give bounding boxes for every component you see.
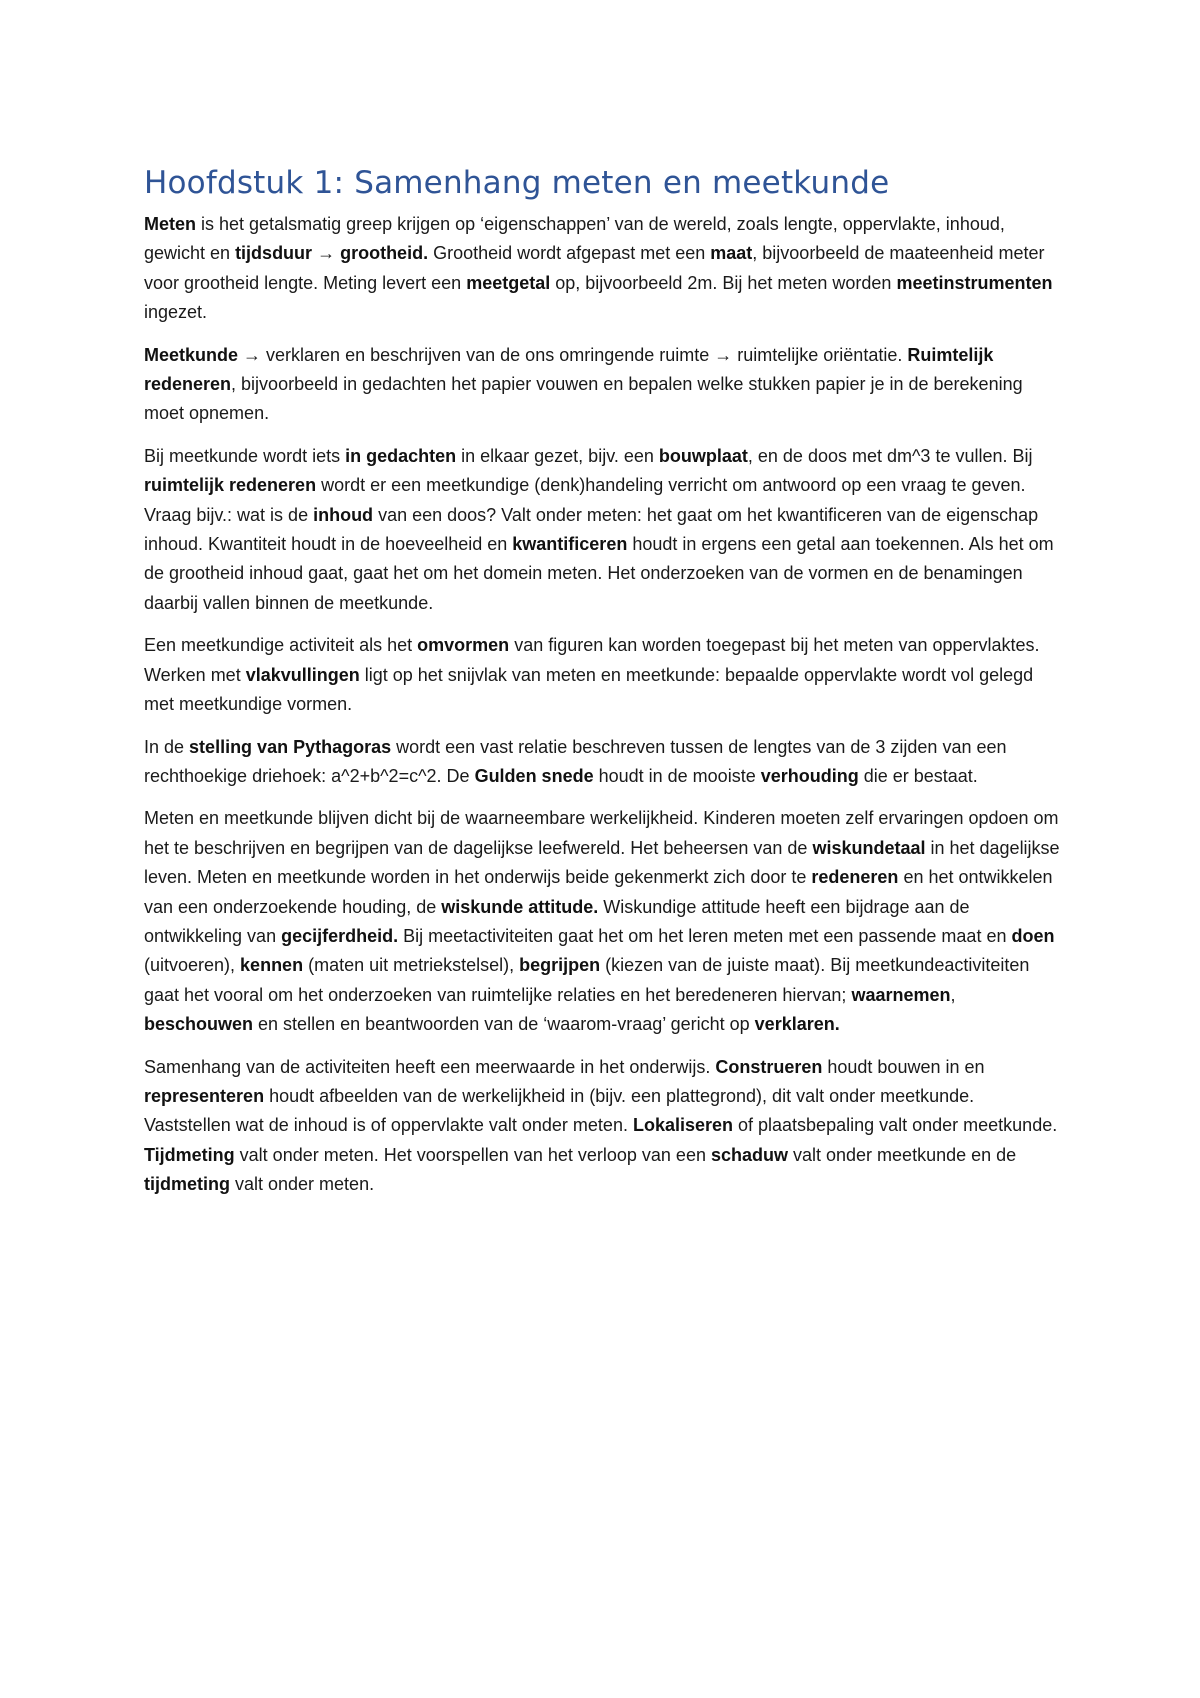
text-run: en het ontwikkelen van een onderzoekende houding, de <box>144 867 1053 917</box>
bold-term: verklaren. <box>754 1014 840 1035</box>
text-run: → <box>312 243 341 264</box>
text-run: houdt afbeelden van de werkelijkheid in (bijv. een plattegrond), dit valt onder meetkunde. Vaststellen wat de inhoud is of oppervlakte valt onder meten. <box>144 1085 975 1136</box>
bold-term: Gulden snede <box>474 765 594 786</box>
text-run: houdt in ergens een getal aan toekennen. Als het om de grootheid inhoud gaat, gaat het om het domein meten. Het onderzoeken van de vormen en de benamingen daarbij vallen binnen de meetkunde. <box>144 534 1054 613</box>
bold-term: in gedachten <box>345 445 457 466</box>
bold-term: tijdsduur <box>235 243 313 264</box>
text-run: , <box>950 984 956 1005</box>
text-run: Wiskundige attitude heeft een bijdrage aan de ontwikkeling van <box>144 896 970 946</box>
text-run: wordt een vast relatie beschreven tussen de lengtes van de 3 zijden van een rechthoekige driehoek: a^2+b^2=c^2. De <box>144 736 1007 786</box>
bold-term: kwantificeren <box>512 534 628 555</box>
text-run: valt onder meetkunde en de <box>788 1144 1017 1165</box>
bold-term: Meten <box>144 214 197 234</box>
text-run: in het dagelijkse leven. Meten en meetkunde worden in het onderwijs beide gekenmerkt zich door te <box>144 837 1060 888</box>
paragraph <box>144 804 1064 1039</box>
text-run: (maten uit metriekstelsel), <box>303 955 520 976</box>
text-run: , en de doos met dm^3 te vullen. Bij <box>747 445 1033 466</box>
text-run: ingezet. <box>144 302 208 323</box>
text-run: valt onder meten. Het voorspellen van het verloop van een <box>234 1144 711 1165</box>
paragraph-list <box>144 210 1064 1200</box>
bold-term: Tijdmeting <box>144 1144 235 1165</box>
bold-term: maat <box>710 243 753 264</box>
bold-term: doen <box>1011 925 1055 946</box>
paragraph <box>144 341 1064 429</box>
text-run: is het getalsmatig greep krijgen op ‘eigenschappen’ van de wereld, zoals lengte, oppervlakte, inhoud, gewicht en <box>144 214 1005 264</box>
bold-term: stelling van Pythagoras <box>189 736 392 757</box>
text-run: In de <box>144 736 190 757</box>
paragraph <box>144 733 1064 792</box>
bold-term: meetgetal <box>466 272 551 293</box>
text-run: → verklaren en beschrijven van de ons omringende ruimte → ruimtelijke oriëntatie. <box>238 344 908 365</box>
bold-term: verhouding <box>760 765 859 786</box>
paragraph <box>144 631 1064 719</box>
text-run: Meten en meetkunde blijven dicht bij de waarneembare werkelijkheid. Kinderen moeten zelf ervaringen opdoen om het te beschrijven en begrijpen van de dagelijkse leefwereld. Het beheersen van de <box>144 808 1059 858</box>
text-run: valt onder meten. <box>230 1174 375 1195</box>
text-run: Bij meetactiviteiten gaat het om het leren meten met een passende maat en <box>398 925 1012 946</box>
bold-term: begrijpen <box>519 955 601 976</box>
bold-term: bouwplaat <box>658 445 748 466</box>
bold-term: ruimtelijk redeneren <box>144 475 317 496</box>
text-run: van een doos? Valt onder meten: het gaat om het kwantificeren van de eigenschap inhoud. Kwantiteit houdt in de hoeveelheid en <box>144 504 1039 555</box>
text-run: , bijvoorbeeld in gedachten het papier vouwen en bepalen welke stukken papier je in de berekening moet opnemen. <box>144 374 1023 424</box>
bold-term: redeneren <box>811 867 899 888</box>
text-run: op, bijvoorbeeld 2m. Bij het meten worden <box>550 272 897 293</box>
text-run: houdt in de mooiste <box>593 765 761 786</box>
text-run: wordt er een meetkundige (denk)handeling verricht om antwoord op een vraag te geven. Vraag bijv.: wat is de <box>144 475 1026 525</box>
bold-term: inhoud <box>313 504 374 525</box>
text-run: Een meetkundige activiteit als het <box>144 635 418 656</box>
text-run: houdt bouwen in en <box>822 1056 985 1077</box>
bold-term: Lokaliseren <box>632 1115 733 1136</box>
text-run: (uitvoeren), <box>144 955 241 976</box>
bold-term: schaduw <box>710 1144 788 1165</box>
bold-term: meetinstrumenten <box>896 272 1053 293</box>
text-run: van figuren kan worden toegepast bij het meten van oppervlaktes. Werken met <box>144 635 1040 685</box>
text-run: Grootheid wordt afgepast met een <box>428 243 711 264</box>
paragraph <box>144 1053 1064 1200</box>
text-run: Samenhang van de activiteiten heeft een meerwaarde in het onderwijs. <box>144 1056 716 1077</box>
text-run: die er bestaat. <box>858 765 978 786</box>
bold-term: Ruimtelijk redeneren <box>144 344 994 395</box>
bold-term: omvormen <box>417 635 510 656</box>
text-run: , bijvoorbeeld de maateenheid meter voor grootheid lengte. Meting levert een <box>144 243 1045 293</box>
text-run: of plaatsbepaling valt onder meetkunde. <box>733 1115 1058 1136</box>
paragraph <box>144 442 1064 618</box>
text-run: ligt op het snijvlak van meten en meetkunde: bepaalde oppervlakte wordt vol gelegd met meetkundige vormen. <box>144 664 1034 715</box>
bold-term: vlakvullingen <box>245 664 360 685</box>
text-run: Bij meetkunde wordt iets <box>144 445 346 466</box>
bold-term: gecijferdheid. <box>281 925 399 946</box>
bold-term: representeren <box>144 1085 265 1106</box>
bold-term: wiskunde attitude. <box>441 896 599 917</box>
text-run: (kiezen van de juiste maat). Bij meetkundeactiviteiten gaat het vooral om het onderzoeken van ruimtelijke relaties en het beredeneren hiervan; <box>144 955 1030 1005</box>
bold-term: Construeren <box>715 1056 823 1077</box>
bold-term: tijdmeting <box>144 1174 230 1195</box>
text-run: en stellen en beantwoorden van de ‘waarom-vraag’ gericht op <box>253 1014 755 1035</box>
bold-term: kennen <box>240 955 304 976</box>
chapter-heading: Hoofdstuk 1: Samenhang meten en meetkunde <box>144 165 890 201</box>
bold-term: wiskundetaal <box>812 837 926 858</box>
document-body <box>144 160 1064 1213</box>
bold-term: grootheid. <box>340 243 429 264</box>
text-run: in elkaar gezet, bijv. een <box>456 445 659 466</box>
paragraph <box>144 210 1064 328</box>
bold-term: waarnemen <box>851 984 951 1005</box>
bold-term: Meetkunde <box>144 344 239 365</box>
bold-term: beschouwen <box>144 1014 254 1035</box>
